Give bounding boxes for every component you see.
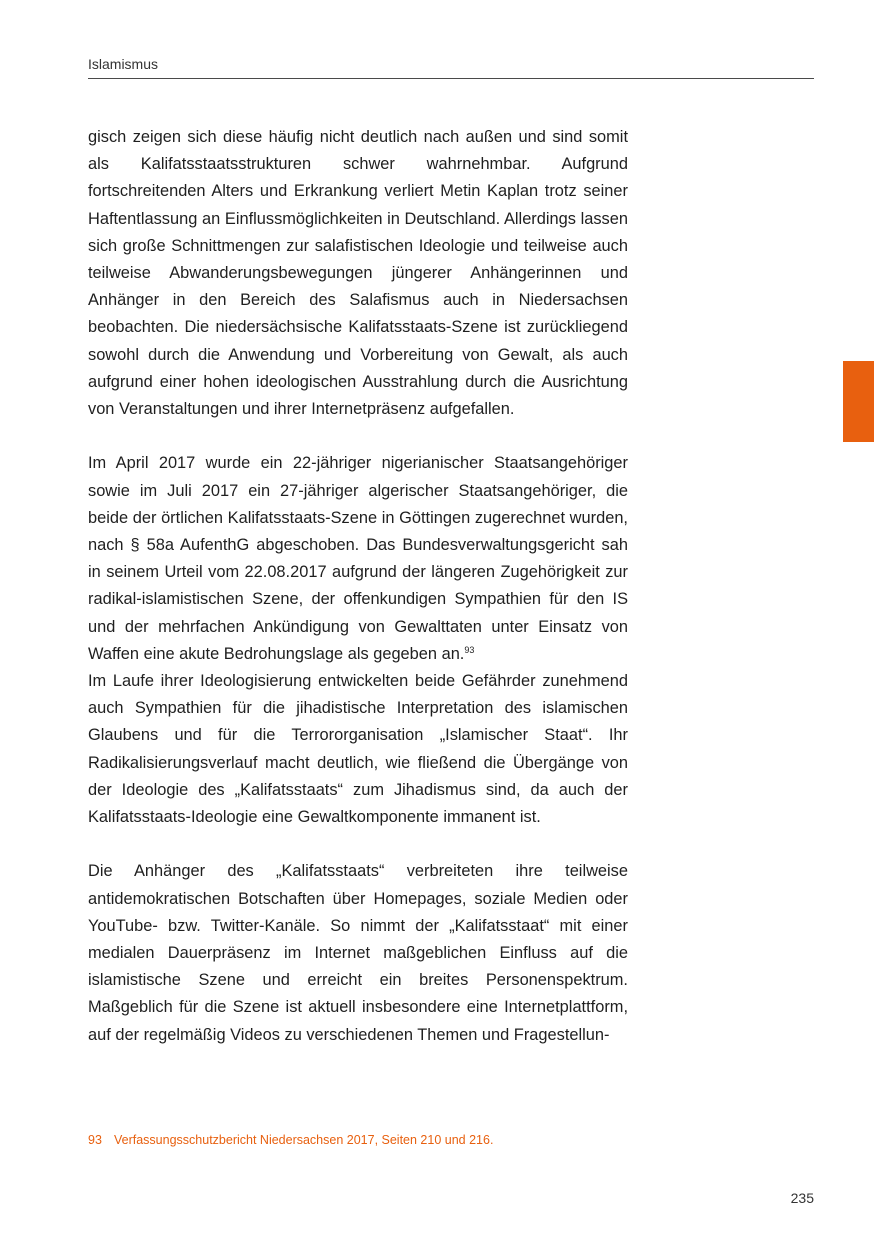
footnote: [88, 1133, 493, 1147]
chapter-tab-marker: [843, 361, 874, 442]
footnote-number: 93: [88, 1133, 102, 1147]
paragraph-1: gisch zeigen sich diese häufig nicht deutlich nach außen und sind somit als Kalifatsstaatsstrukturen schwer wahrnehmbar. Aufgrund fortschreitenden Alters und Erkrankung verliert Metin Kaplan trotz seiner Haftentlassung an Einflussmöglichkeiten in Deutschland. Allerdings lassen sich große Schnittmengen zur salafistischen Ideologie und teilweise auch teilweise Abwanderungsbewegungen jüngerer Anhängerinnen und Anhänger in den Bereich des Salafismus auch in Niedersachsen beobachten. Die niedersächsische Kalifatsstaats-Szene ist zurückliegend sowohl durch die Anwendung und Vorbereitung von Gewalt, als auch aufgrund einer hohen ideologischen Ausstrahlung durch die Ausrichtung von Veranstaltungen und ihrer Internetpräsenz aufgefallen.: [88, 128, 628, 419]
paragraph-3: Im Laufe ihrer Ideologisierung entwickelten beide Gefährder zunehmend auch Sympathien für die jihadistische Interpretation des islamischen Glaubens und für die Terrororganisation „Islamischer Staat“. Ihr Radikalisierungsverlauf macht deutlich, wie fließend die Übergänge von der Ideologie des „Kalifatsstaats“ zum Jihadismus sind, da auch der Kalifatsstaats-Ideologie eine Gewaltkomponente immanent ist.: [88, 672, 628, 827]
paragraph-2: [88, 450, 628, 668]
header-divider: [88, 78, 814, 79]
running-header-title: Islamismus: [88, 56, 159, 72]
footnote-text: Verfassungsschutzbericht Niedersachsen 2017, Seiten 210 und 216.: [114, 1133, 494, 1147]
page-number: 235: [790, 1190, 814, 1206]
paragraph-2-text: Im April 2017 wurde ein 22-jähriger nigerianischer Staatsangehöriger sowie im Juli 2017 ein 27-jähriger algerischer Staatsangehöriger, die beide der örtlichen Kalifatsstaats-Szene in Göttingen zugerechnet wurden, nach § 58a AufenthG abgeschoben. Das Bundesverwaltungsgericht sah in seinem Urteil vom 22.08.2017 aufgrund der längeren Zugehörigkeit zur radikal-islamistischen Szene, der offenkundigen Sympathien für den IS und der mehrfachen Ankündigung von Gewalttaten unter Einsatz von Waffen eine akute Bedrohungslage als gegeben an.: [88, 454, 628, 663]
paragraph-4: Die Anhänger des „Kalifatsstaats“ verbreiteten ihre teilweise antidemokratischen Botschaften über Homepages, soziale Medien oder YouTube- bzw. Twitter-Kanäle. So nimmt der „Kalifatsstaat“ mit einer medialen Dauerpräsenz im Internet maßgeblichen Einfluss auf die islamistische Szene und erreicht ein breites Personenspektrum. Maßgeblich für die Szene ist aktuell insbesondere eine Internetplattform, auf der regelmäßig Videos zu verschiedenen Themen und Fragestellun-: [88, 862, 628, 1044]
body-text: [88, 124, 628, 1049]
footnote-reference: 93: [464, 644, 475, 655]
